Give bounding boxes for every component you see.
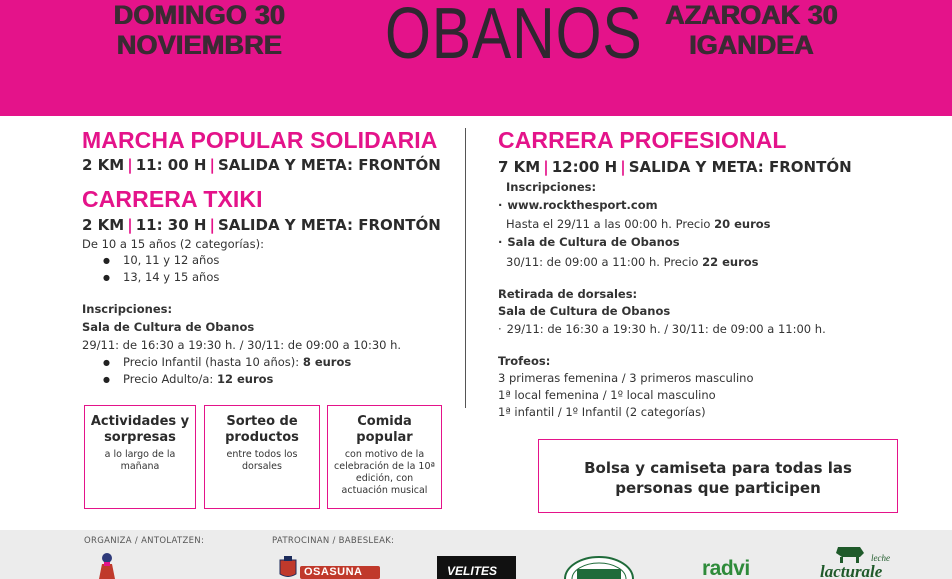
box-subtitle-line: mañana bbox=[120, 461, 160, 472]
box-subtitle-line: a lo largo de la bbox=[104, 449, 176, 460]
separator: | bbox=[209, 156, 215, 174]
box-subtitle-line: entre todos los bbox=[226, 449, 298, 460]
txiki-time: 11: 30 H bbox=[135, 216, 207, 234]
box-subtitle-line: dorsales bbox=[242, 461, 282, 472]
price-infantil-label: Precio Infantil (hasta 10 años): bbox=[123, 355, 300, 369]
column-divider bbox=[465, 128, 466, 408]
venue-detail-text: 30/11: de 09:00 a 11:00 h. Precio bbox=[506, 255, 699, 269]
activity-box-sorteo bbox=[204, 405, 320, 509]
dorsales-label: Retirada de dorsales: bbox=[498, 287, 638, 301]
txiki-ages: De 10 a 15 años (2 categorías): bbox=[82, 237, 264, 251]
trofeo-item: 1ª infantil / 1º Infantil (2 categorías) bbox=[498, 405, 706, 419]
lacturale-leche-text: leche bbox=[871, 553, 890, 563]
box-title: Actividades y bbox=[90, 414, 190, 429]
marcha-title: MARCHA POPULAR SOLIDARIA bbox=[82, 127, 438, 153]
date-spanish-line1: DOMINGO 30 bbox=[113, 0, 285, 30]
box-subtitle bbox=[85, 449, 195, 473]
bullet-dot-icon: · bbox=[498, 198, 503, 212]
venue-price: 22 euros bbox=[702, 255, 759, 269]
txiki-distance: 2 KM bbox=[82, 216, 125, 234]
bolsa-camiseta-box bbox=[538, 439, 898, 513]
separator: | bbox=[620, 158, 626, 176]
marcha-place: SALIDA Y META: FRONTÓN bbox=[217, 156, 441, 174]
box-subtitle-line: con motivo de la bbox=[344, 449, 425, 460]
date-basque-line1: AZAROAK 30 bbox=[664, 0, 838, 30]
lacturale-logo-text: lacturale bbox=[820, 562, 883, 579]
marcha-distance: 2 KM bbox=[82, 156, 125, 174]
profesional-time: 12:00 H bbox=[551, 158, 618, 176]
bolsa-line: personas que participen bbox=[615, 479, 821, 497]
txiki-prices bbox=[103, 354, 351, 388]
list-item: ● 10, 11 y 12 años bbox=[103, 252, 219, 269]
velites-logo bbox=[437, 556, 516, 579]
profesional-distance: 7 KM bbox=[498, 158, 541, 176]
box-title: popular bbox=[356, 430, 413, 445]
txiki-categories bbox=[103, 252, 219, 286]
separator: | bbox=[127, 156, 133, 174]
trofeos-label: Trofeos: bbox=[498, 354, 551, 368]
bullet-dot-icon: · bbox=[498, 235, 503, 249]
profesional-venue bbox=[498, 235, 680, 249]
box-subtitle-line: celebración de la 10ª bbox=[334, 461, 435, 472]
profesional-venue-text: Sala de Cultura de Obanos bbox=[507, 235, 680, 249]
web-detail-text: Hasta el 29/11 a las 00:00 h. Precio bbox=[506, 217, 711, 231]
town-title: OBANOS bbox=[384, 0, 643, 74]
txiki-schedule: 29/11: de 16:30 a 19:30 h. / 30/11: de 09:00 a 10:30 h. bbox=[82, 338, 402, 352]
separator: | bbox=[543, 158, 549, 176]
txiki-details bbox=[82, 216, 441, 234]
web-price: 20 euros bbox=[714, 217, 771, 231]
date-spanish bbox=[84, 0, 314, 60]
activity-box-actividades bbox=[84, 405, 196, 509]
bolsa-line: Bolsa y camiseta para todas las bbox=[584, 459, 852, 477]
list-item bbox=[103, 354, 351, 371]
txiki-inscripciones-label: Inscripciones: bbox=[82, 302, 173, 316]
profesional-venue-detail bbox=[506, 255, 759, 269]
box-subtitle-line: actuación musical bbox=[341, 485, 428, 496]
marcha-time: 11: 00 H bbox=[135, 156, 207, 174]
date-spanish-line2: NOVIEMBRE bbox=[116, 30, 282, 60]
box-title: productos bbox=[225, 430, 299, 445]
box-subtitle-line: edición, con bbox=[355, 473, 414, 484]
marcha-details bbox=[82, 156, 441, 174]
box-title: Comida bbox=[357, 414, 412, 429]
velites-logo-text: VELITES bbox=[447, 564, 498, 578]
profesional-details bbox=[498, 158, 852, 176]
price-adulto-label: Precio Adulto/a: bbox=[123, 372, 214, 386]
trofeo-item: 1ª local femenina / 1º local masculino bbox=[498, 388, 716, 402]
organiza-label: ORGANIZA / ANTOLATZEN: bbox=[84, 536, 205, 546]
txiki-title: CARRERA TXIKI bbox=[82, 186, 263, 212]
profesional-inscripciones-label: Inscripciones: bbox=[506, 180, 597, 194]
box-title: Sorteo de bbox=[226, 414, 298, 429]
bullet-dot-icon: · bbox=[498, 322, 502, 336]
profesional-web-link[interactable]: www.rockthesport.com bbox=[507, 198, 658, 212]
separator: | bbox=[127, 216, 133, 234]
lacturale-logo bbox=[816, 545, 902, 579]
osasuna-logo-text: OSASUNA bbox=[304, 566, 363, 578]
box-title: sorpresas bbox=[104, 430, 176, 445]
txiki-venue: Sala de Cultura de Obanos bbox=[82, 320, 255, 334]
price-adulto-value: 12 euros bbox=[216, 372, 274, 386]
separator: | bbox=[209, 216, 215, 234]
profesional-place: SALIDA Y META: FRONTÓN bbox=[628, 158, 852, 176]
list-item bbox=[103, 371, 351, 388]
txiki-place: SALIDA Y META: FRONTÓN bbox=[217, 216, 441, 234]
profesional-web-detail bbox=[506, 217, 771, 231]
date-basque bbox=[640, 0, 862, 60]
radvi-logo-text: radvi bbox=[702, 557, 750, 579]
commercial-logo-icon bbox=[563, 553, 635, 579]
patrocinan-label: PATROCINAN / BABESLEAK: bbox=[272, 536, 395, 546]
osasuna-logo bbox=[278, 556, 382, 579]
radvi-logo bbox=[700, 557, 780, 579]
date-basque-line2: IGANDEA bbox=[688, 30, 814, 60]
profesional-title: CARRERA PROFESIONAL bbox=[498, 127, 787, 153]
box-subtitle bbox=[205, 449, 319, 473]
trofeo-item: 3 primeras femenina / 3 primeros masculino bbox=[498, 371, 754, 385]
dorsales-venue: Sala de Cultura de Obanos bbox=[498, 304, 671, 318]
organizer-logo-icon bbox=[96, 552, 118, 579]
dorsales-schedule-text: 29/11: de 16:30 a 19:30 h. / 30/11: de 09:00 a 11:00 h. bbox=[506, 322, 826, 336]
activity-box-comida bbox=[327, 405, 442, 509]
dorsales-schedule bbox=[498, 322, 826, 336]
price-infantil-value: 8 euros bbox=[302, 355, 352, 369]
profesional-web bbox=[498, 198, 658, 212]
box-subtitle bbox=[328, 449, 441, 497]
list-item: ● 13, 14 y 15 años bbox=[103, 269, 219, 286]
